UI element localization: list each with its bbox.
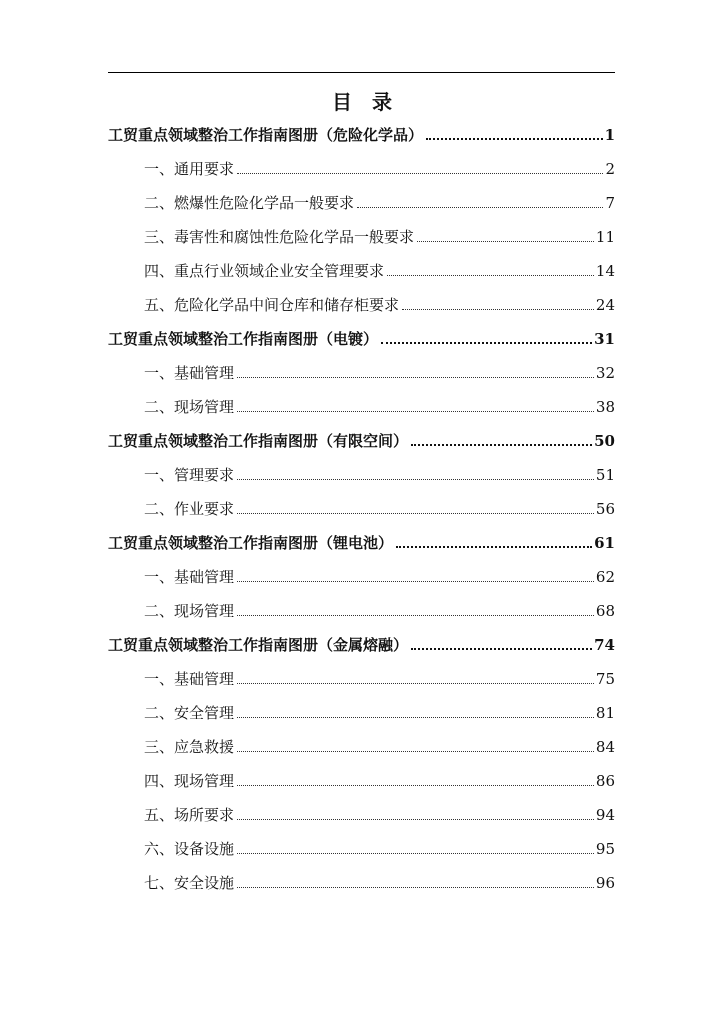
toc-section[interactable] — [144, 260, 615, 282]
toc-section[interactable] — [144, 294, 615, 316]
toc-page-number: 38 — [595, 398, 615, 416]
toc-entry-text: 二、现场管理 — [144, 398, 235, 416]
toc-page-number: 62 — [595, 568, 615, 586]
toc-dot-leader — [237, 513, 594, 514]
toc-dot-leader — [411, 444, 592, 446]
toc-section[interactable] — [144, 226, 615, 248]
toc-entry-text: 一、基础管理 — [144, 568, 235, 586]
toc-page-number: 31 — [594, 330, 615, 348]
toc-entry-text: 一、管理要求 — [144, 466, 235, 484]
toc-dot-leader — [387, 275, 594, 276]
toc-section[interactable] — [144, 158, 615, 180]
toc-dot-leader — [237, 615, 594, 616]
toc-section[interactable] — [144, 838, 615, 860]
toc-chapter[interactable] — [108, 328, 615, 350]
toc-page-number: 96 — [595, 874, 615, 892]
toc-dot-leader — [237, 479, 594, 480]
toc-page-number: 75 — [595, 670, 615, 688]
toc-entry-text: 二、作业要求 — [144, 500, 235, 518]
toc-dot-leader — [237, 887, 594, 888]
toc-page-number: 11 — [595, 228, 615, 246]
toc-entry-text: 二、燃爆性危险化学品一般要求 — [144, 194, 355, 212]
toc-section[interactable] — [144, 396, 615, 418]
toc-entry-text: 三、毒害性和腐蚀性危险化学品一般要求 — [144, 228, 415, 246]
toc-entry-text: 二、安全管理 — [144, 704, 235, 722]
toc-entry-text: 四、重点行业领域企业安全管理要求 — [144, 262, 385, 280]
toc-dot-leader — [396, 546, 592, 548]
toc-dot-leader — [426, 138, 603, 140]
toc-entry-text: 五、场所要求 — [144, 806, 235, 824]
toc-page-number: 74 — [594, 636, 615, 654]
toc-entry-text: 四、现场管理 — [144, 772, 235, 790]
toc-dot-leader — [237, 173, 603, 174]
toc-entry-text: 六、设备设施 — [144, 840, 235, 858]
toc-dot-leader — [237, 717, 594, 718]
toc-section[interactable] — [144, 770, 615, 792]
toc-page-number: 7 — [605, 194, 615, 212]
toc-entry-text: 工贸重点领域整治工作指南图册（危险化学品） — [108, 126, 424, 144]
toc-dot-leader — [237, 819, 594, 820]
toc-section[interactable] — [144, 464, 615, 486]
toc-page-number: 32 — [595, 364, 615, 382]
toc-dot-leader — [237, 411, 594, 412]
toc-dot-leader — [417, 241, 594, 242]
toc-dot-leader — [237, 785, 594, 786]
toc-page-number: 84 — [595, 738, 615, 756]
toc-page-number: 50 — [594, 432, 615, 450]
toc-entry-text: 七、安全设施 — [144, 874, 235, 892]
toc-dot-leader — [237, 853, 594, 854]
toc-title: 目 录 — [332, 90, 392, 114]
toc-page-number: 61 — [594, 534, 615, 552]
toc-entry-text: 一、通用要求 — [144, 160, 235, 178]
toc-page-number: 81 — [595, 704, 615, 722]
toc-page-number: 2 — [605, 160, 615, 178]
toc-page-number: 24 — [595, 296, 615, 314]
toc-entry-text: 二、现场管理 — [144, 602, 235, 620]
toc-section[interactable] — [144, 872, 615, 894]
toc-page-number: 86 — [595, 772, 615, 790]
toc-section[interactable] — [144, 804, 615, 826]
toc-page-number: 68 — [595, 602, 615, 620]
toc-page-number: 1 — [604, 126, 615, 144]
toc-dot-leader — [381, 342, 592, 344]
toc-entry-text: 工贸重点领域整治工作指南图册（锂电池） — [108, 534, 394, 552]
toc-entry-text: 一、基础管理 — [144, 670, 235, 688]
toc-entry-text: 工贸重点领域整治工作指南图册（电镀） — [108, 330, 379, 348]
toc-chapter[interactable] — [108, 532, 615, 554]
toc-dot-leader — [402, 309, 594, 310]
toc-entry-text: 五、危险化学品中间仓库和储存柜要求 — [144, 296, 400, 314]
toc-dot-leader — [237, 751, 594, 752]
toc-section[interactable] — [144, 566, 615, 588]
toc-section[interactable] — [144, 668, 615, 690]
toc-chapter[interactable] — [108, 124, 615, 146]
toc-page-number: 51 — [595, 466, 615, 484]
toc-dot-leader — [237, 683, 594, 684]
toc-chapter[interactable] — [108, 634, 615, 656]
toc-entry-text: 一、基础管理 — [144, 364, 235, 382]
toc-dot-leader — [411, 648, 592, 650]
toc-dot-leader — [357, 207, 603, 208]
toc-section[interactable] — [144, 498, 615, 520]
toc-page-number: 56 — [595, 500, 615, 518]
toc-entry-text: 工贸重点领域整治工作指南图册（有限空间） — [108, 432, 409, 450]
toc-section[interactable] — [144, 362, 615, 384]
toc-entry-text: 三、应急救援 — [144, 738, 235, 756]
toc-section[interactable] — [144, 736, 615, 758]
toc-entry-text: 工贸重点领域整治工作指南图册（金属熔融） — [108, 636, 409, 654]
header-rule — [108, 72, 615, 73]
toc-page-number: 14 — [595, 262, 615, 280]
toc-dot-leader — [237, 377, 594, 378]
toc-section[interactable] — [144, 600, 615, 622]
toc-page-number: 94 — [595, 806, 615, 824]
toc-section[interactable] — [144, 192, 615, 214]
toc-page-number: 95 — [595, 840, 615, 858]
toc-chapter[interactable] — [108, 430, 615, 452]
toc-dot-leader — [237, 581, 594, 582]
toc-section[interactable] — [144, 702, 615, 724]
